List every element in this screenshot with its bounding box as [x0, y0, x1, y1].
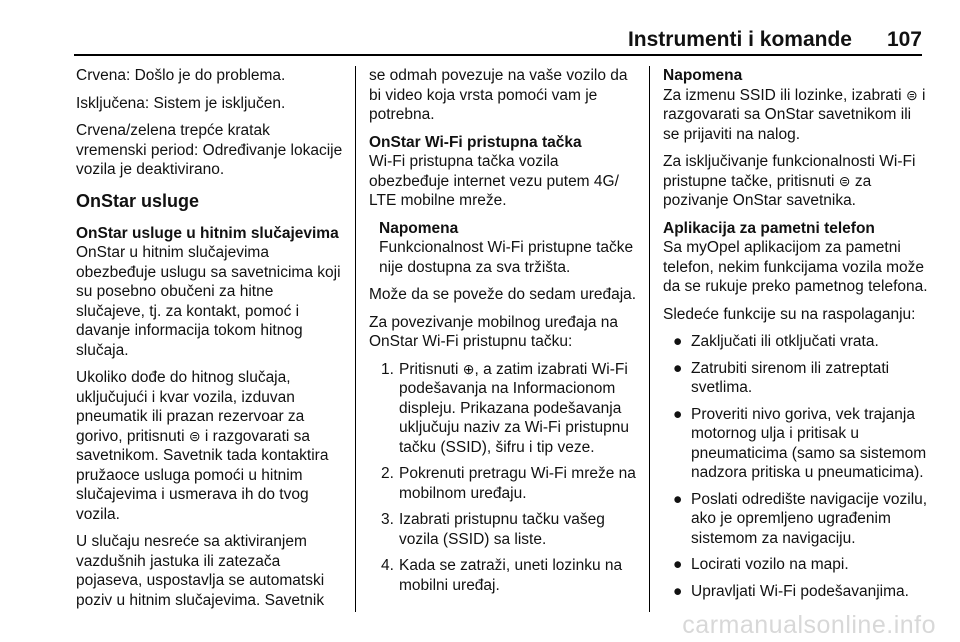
page-header	[74, 28, 922, 54]
steps-list	[369, 360, 637, 596]
status-blink-text: Crvena/zelena trepće kratak vremenski period: Određivanje lokacije vozila je deaktivirano.	[76, 122, 343, 178]
bullet-text: Upravljati Wi-Fi podešavanjima.	[691, 582, 909, 600]
column-divider-1	[355, 66, 356, 612]
bullet-icon: ●	[673, 405, 683, 423]
watermark: carmanualsonline.info	[682, 611, 936, 639]
step-number: 2.	[381, 465, 394, 482]
page-header-title: Instrumenti i komande	[627, 28, 852, 51]
section-title-onstar: OnStar usluge	[76, 190, 200, 211]
status-off-text: Isključena: Sistem je isključen.	[76, 94, 286, 112]
emergency-paragraph-1: OnStar u hitnim slučajevima obezbeđuje uslugu sa savetnicima koji su posebno obučeni za hitne slučajeve, tj. za kontakt, pomoć i davanje informacija tokom hitnog slučaja.	[76, 244, 341, 359]
step-text: Pokrenuti pretragu Wi-Fi mreže na mobilnom uređaju.	[399, 465, 636, 502]
bullet-icon: ●	[673, 333, 683, 350]
wifi-off-paragraph	[663, 152, 931, 211]
status-red-text: Crvena: Došlo je do problema.	[76, 67, 286, 84]
step-number: 1.	[381, 360, 394, 378]
note-text	[663, 86, 931, 145]
bullet-text: Poslati odredište navigacije vozilu, ako je opremljeno ugrađenim sistemom za navigaciju.	[691, 490, 928, 547]
headset-button-icon: ⊜	[188, 427, 201, 444]
wifi-off-end: za pozivanje OnStar savetnika.	[663, 172, 872, 209]
list-item	[663, 359, 931, 398]
wifi-paragraph-2: Može da se poveže do sedam uređaja.	[369, 286, 637, 303]
step-text: Izabrati pristupnu tačku vašeg vozila (SSID) sa liste.	[399, 511, 605, 548]
column-1	[76, 66, 344, 618]
list-item	[663, 332, 931, 352]
app-paragraph-2: Sledeće funkcije su na raspolaganju:	[663, 305, 916, 323]
list-item	[663, 490, 931, 549]
wifi-paragraph-1: Wi-Fi pristupna tačka vozila obezbeđuje internet vezu putem 4G/ LTE mobilne mreže.	[369, 153, 619, 209]
wifi-paragraph-3: Za povezivanje mobilnog uređaja na OnStar Wi-Fi pristupnu tačku:	[369, 313, 619, 350]
note-text: Funkcionalnost Wi-Fi pristupne tačke nije dostupna za sva tržišta.	[379, 239, 634, 276]
note-text-end: i razgovarati sa OnStar savetnikom ili se prijaviti na nalog.	[663, 86, 926, 143]
list-item	[663, 405, 931, 483]
bullet-icon: ●	[673, 556, 683, 573]
step-text-start: Pritisnuti	[399, 360, 459, 378]
step-number: 4.	[381, 557, 394, 574]
step-number: 3.	[381, 511, 394, 528]
wifi-settings-button-icon: ⊕	[462, 360, 475, 377]
note-title: Napomena	[379, 219, 459, 237]
wifi-off-start: Za isključivanje funkcionalnosti Wi-Fi pristupne tačke, pritisnuti	[663, 153, 916, 190]
continuation-text: se odmah povezuje na vaše vozilo da bi video koja vrsta pomoći vam je potrebna.	[369, 67, 628, 123]
headset-button-icon: ⊜	[838, 172, 851, 189]
step-text: Kada se zatraži, uneti lozinku na mobilni uređaj.	[399, 557, 623, 594]
app-paragraph-1: Sa myOpel aplikacijom za pametni telefon, nekim funkcijama vozila može da se rukuje preko pametnog telefona.	[663, 239, 928, 295]
list-item	[663, 555, 931, 575]
step-text-end: , a zatim izabrati Wi-Fi podešavanja na Informacionom displeju. Prikazana podešavanja uključuju naziv za Wi-Fi pristupnu tačku (SSID), šifru i tip veze.	[399, 360, 630, 456]
header-rule	[74, 54, 922, 56]
list-item	[663, 582, 931, 602]
column-3	[663, 66, 931, 608]
bullet-text: Zatrubiti sirenom ili zatreptati svetlima.	[691, 359, 890, 396]
emergency-p2-start: Ukoliko dođe do hitnog slučaja, uključujući i kvar vozila, izduvan pneumatik ili prazan rezervoar za gorivo, pritisnuti	[76, 369, 305, 445]
note-box	[369, 219, 637, 278]
column-2	[369, 66, 637, 602]
emergency-p2-end: i razgovarati sa savetnikom. Savetnik tada kontaktira pružaoce usluga pomoći u hitnim slučajevima i usmerava ih do tvog vozila.	[76, 427, 329, 523]
bullet-text: Zaključati ili otključati vrata.	[691, 333, 879, 350]
list-item	[369, 464, 637, 503]
note-box	[663, 66, 931, 144]
page-number: 107	[886, 28, 922, 51]
features-list	[663, 332, 931, 601]
bullet-icon: ●	[673, 490, 683, 508]
emergency-heading: OnStar usluge u hitnim slučajevima	[76, 224, 339, 242]
bullet-text: Locirati vozilo na mapi.	[691, 556, 849, 573]
list-item	[369, 510, 637, 549]
emergency-paragraph-3: U slučaju nesreće sa aktiviranjem vazdušnih jastuka ili zatezača pojaseva, uspostavlja se automatski poziv u hitnim slučajevima. Savetnik	[76, 533, 325, 609]
headset-button-icon: ⊜	[905, 86, 918, 103]
list-item	[369, 556, 637, 595]
note-title: Napomena	[663, 67, 743, 84]
bullet-text: Proveriti nivo goriva, vek trajanja motornog ulja i pritisak u pneumaticima (samo sa sistemom nadzora pritiska u pneumaticima).	[691, 405, 927, 481]
list-item	[369, 360, 637, 458]
bullet-icon: ●	[673, 359, 683, 377]
column-divider-2	[649, 66, 650, 612]
wifi-heading: OnStar Wi-Fi pristupna tačka	[369, 133, 582, 151]
bullet-icon: ●	[673, 582, 683, 600]
note-text-start: Za izmenu SSID ili lozinke, izabrati	[663, 86, 902, 104]
app-heading: Aplikacija za pametni telefon	[663, 219, 875, 237]
emergency-paragraph-2	[76, 368, 344, 524]
